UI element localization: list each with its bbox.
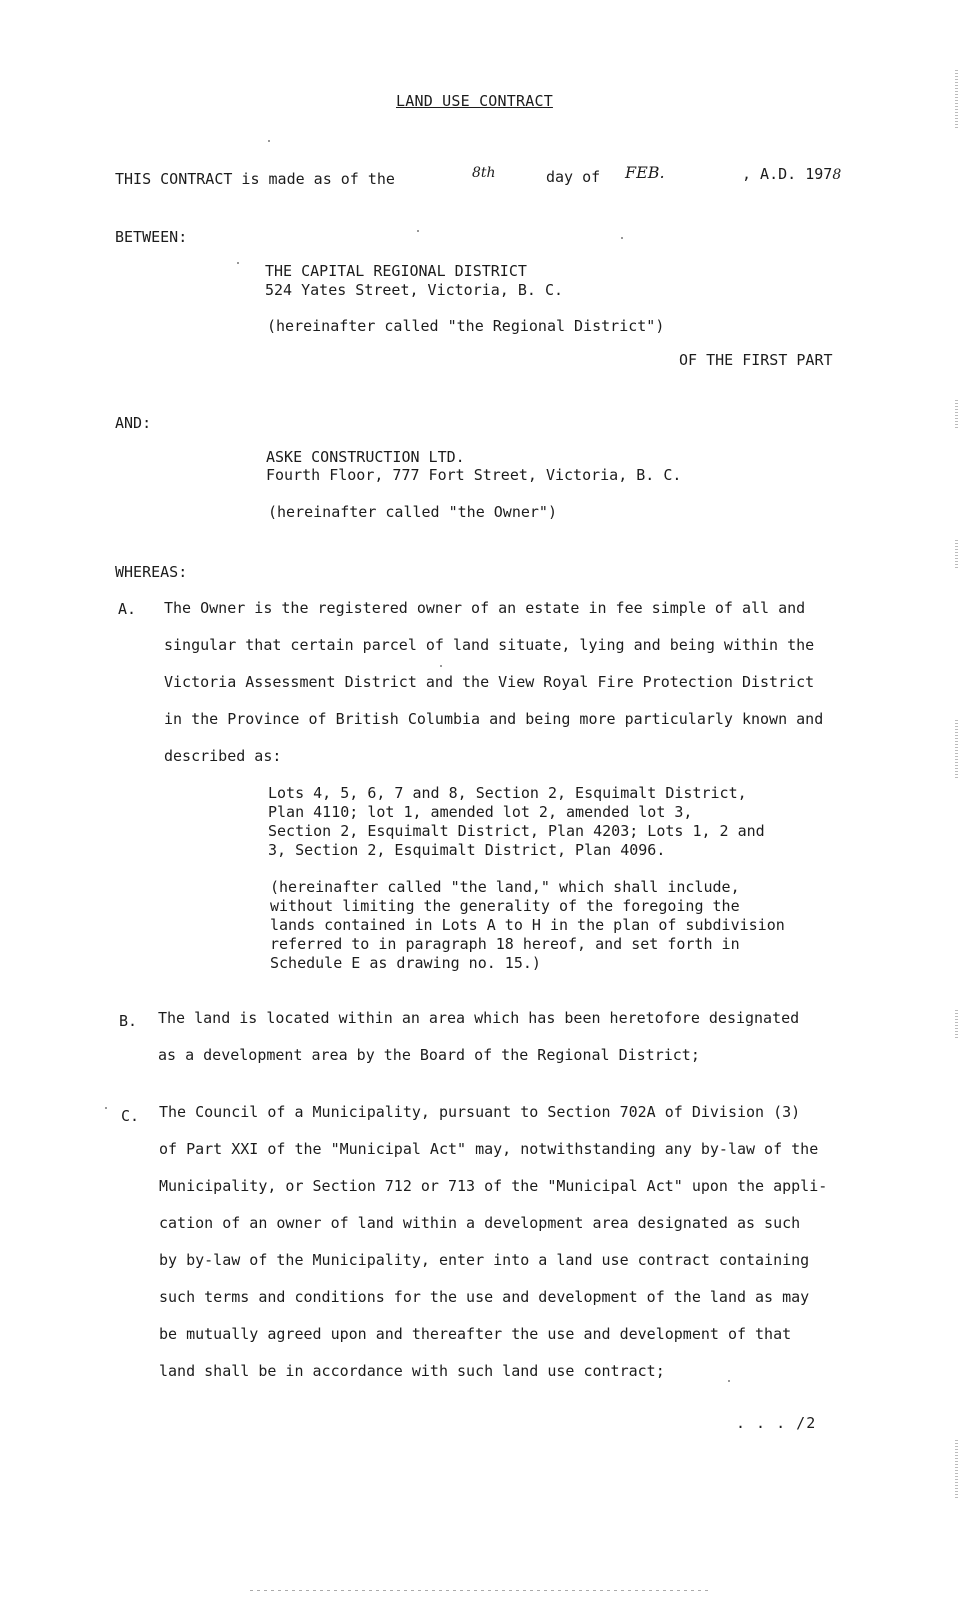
whereas-label: WHEREAS: [115,563,188,581]
recital-c-letter: C. [121,1107,140,1125]
year-prefix: , A.D. 197 [742,165,833,183]
handwritten-year-digit: 8 [832,167,842,183]
recital-c-line: The Council of a Municipality, pursuant to Section 702A of Division (3) [159,1103,801,1121]
recital-b-line: The land is located within an area which has been heretofore designated [158,1009,800,1027]
recital-b-line: as a development area by the Board of the Regional District; [158,1046,700,1064]
party-one-called: (hereinafter called "the Regional District") [267,317,665,335]
scan-edge-mark [955,1440,958,1500]
party-one-part: OF THE FIRST PART [679,351,833,369]
scan-edge-mark [955,70,958,130]
lots-line: Section 2, Esquimalt District, Plan 4203; Lots 1, 2 and [268,822,765,840]
handwritten-day: 8th [472,165,496,181]
recital-a-text [164,590,823,775]
scan-speck [728,1380,730,1382]
lots-line: Plan 4110; lot 1, amended lot 2, amended lot 3, [268,803,693,821]
recital-a-line: Victoria Assessment District and the View Royal Fire Protection District [164,673,815,691]
party-two-address: Fourth Floor, 777 Fort Street, Victoria, B. C. [266,466,682,484]
recital-a-line: in the Province of British Columbia and being more particularly known and [164,710,824,728]
scan-edge-mark [955,720,958,780]
land-definition [270,878,785,973]
recital-b-text [158,1000,799,1074]
and-label: AND: [115,414,152,432]
recital-c-text [159,1094,827,1390]
recital-c-line: Municipality, or Section 712 or 713 of the "Municipal Act" upon the appli- [159,1177,828,1195]
recital-c-line: cation of an owner of land within a development area designated as such [159,1214,801,1232]
scan-edge-mark [955,540,958,570]
scan-speck [268,140,270,142]
handwritten-month: FEB. [625,163,665,182]
recital-c-line: land shall be in accordance with such land use contract; [159,1362,665,1380]
recital-c-line: such terms and conditions for the use and development of the land as may [159,1288,810,1306]
party-one-name: THE CAPITAL REGIONAL DISTRICT [265,262,527,280]
scan-footer-artifact [250,1590,710,1591]
intro-day-of: day of [546,168,601,186]
document-title: LAND USE CONTRACT [396,92,553,110]
recital-b-letter: B. [119,1012,138,1030]
lots-line: 3, Section 2, Esquimalt District, Plan 4096. [268,841,666,859]
party-two-name: ASKE CONSTRUCTION LTD. [266,448,465,466]
party-one-address: 524 Yates Street, Victoria, B. C. [265,281,564,299]
recital-c-line: of Part XXI of the "Municipal Act" may, notwithstanding any by-law of the [159,1140,819,1158]
intro-year [742,165,841,183]
scan-speck [621,237,623,239]
intro-prefix: THIS CONTRACT is made as of the [115,170,395,188]
scan-speck [440,665,442,667]
lots-line: Lots 4, 5, 6, 7 and 8, Section 2, Esquimalt District, [268,784,747,802]
scan-speck [237,262,239,264]
land-line: (hereinafter called "the land," which shall include, [270,878,740,896]
recital-c-line: be mutually agreed upon and thereafter the use and development of that [159,1325,792,1343]
land-line: referred to in paragraph 18 hereof, and set forth in [270,935,740,953]
between-label: BETWEEN: [115,228,188,246]
land-line: Schedule E as drawing no. 15.) [270,954,541,972]
recital-a-letter: A. [118,600,137,618]
recital-a-line: singular that certain parcel of land situate, lying and being within the [164,636,815,654]
scan-edge-mark [955,400,958,430]
party-two-called: (hereinafter called "the Owner") [268,503,557,521]
recital-a-line: described as: [164,747,282,765]
scan-speck [105,1107,107,1109]
recital-a-line: The Owner is the registered owner of an estate in fee simple of all and [164,599,806,617]
land-line: lands contained in Lots A to H in the plan of subdivision [270,916,785,934]
scan-speck [417,230,419,232]
land-line: without limiting the generality of the foregoing the [270,897,740,915]
scan-edge-mark [955,1010,958,1040]
page-continuation-marker: . . . /2 [736,1414,817,1432]
recital-c-line: by by-law of the Municipality, enter into a land use contract containing [159,1251,810,1269]
lots-description [268,784,765,860]
